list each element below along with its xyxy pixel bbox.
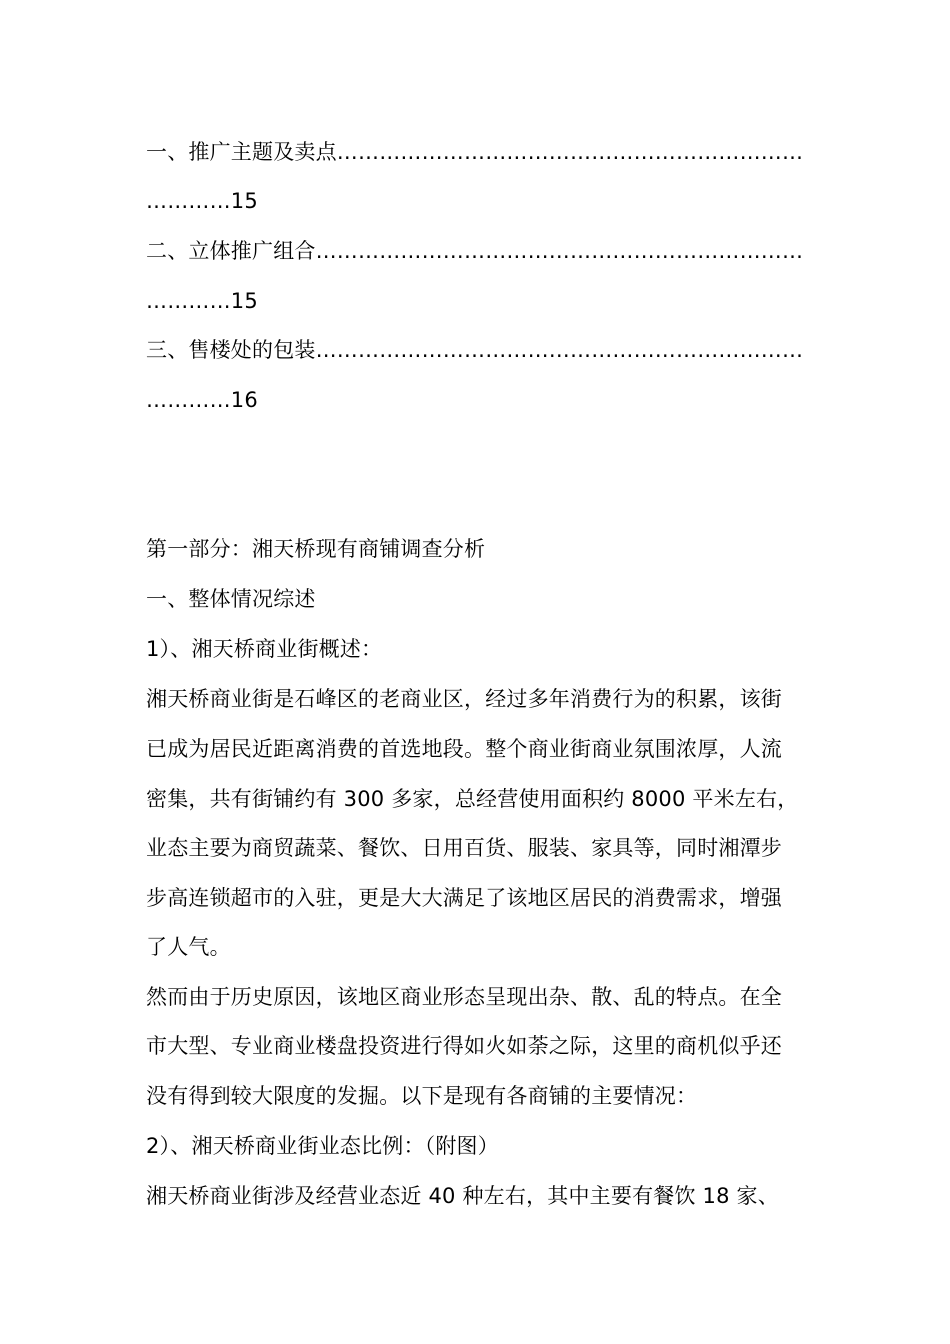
paragraph-line: 没有得到较大限度的发掘。以下是现有各商铺的主要情况： (146, 1084, 698, 1108)
paragraph-line: 已成为居民近距离消费的首选地段。整个商业街商业氛围浓厚，人流 (146, 737, 782, 761)
paragraph-line: 湘天桥商业街涉及经营业态近 40 种左右，其中主要有餐饮 18 家、 (146, 1184, 779, 1208)
paragraph-line: 然而由于历史原因，该地区商业形态呈现出杂、散、乱的特点。在全 (146, 985, 782, 1009)
toc-entry-2-page: …………15 (146, 289, 258, 313)
paragraph-line: 步高连锁超市的入驻，更是大大满足了该地区居民的消费需求，增强 (146, 886, 782, 910)
toc-entry-1-page: …………15 (146, 189, 258, 213)
toc-entry-2-title: 二、立体推广组合…………………………………………………………… (146, 239, 804, 263)
paragraph-line: 密集，共有街铺约有 300 多家，总经营使用面积约 8000 平米左右， (146, 787, 799, 811)
toc-entry-1-title: 一、推广主题及卖点………………………………………………………… (146, 140, 804, 164)
paragraph-line: 市大型、专业商业楼盘投资进行得如火如荼之际，这里的商机似乎还 (146, 1034, 782, 1058)
subsection-heading-overview: 一、整体情况综述 (146, 587, 316, 611)
subheading-street-overview: 1）、湘天桥商业街概述： (146, 637, 383, 661)
toc-entry-3-title: 三、售楼处的包装…………………………………………………………… (146, 338, 804, 362)
subheading-business-ratio: 2）、湘天桥商业街业态比例：（附图） (146, 1134, 499, 1158)
paragraph-line: 业态主要为商贸蔬菜、餐饮、日用百货、服装、家具等，同时湘潭步 (146, 836, 782, 860)
section-heading-part-one: 第一部分：湘天桥现有商铺调查分析 (146, 537, 486, 561)
toc-entry-3-page: …………16 (146, 388, 258, 412)
paragraph-line: 了人气。 (146, 935, 231, 959)
paragraph-line: 湘天桥商业街是石峰区的老商业区，经过多年消费行为的积累，该街 (146, 687, 782, 711)
